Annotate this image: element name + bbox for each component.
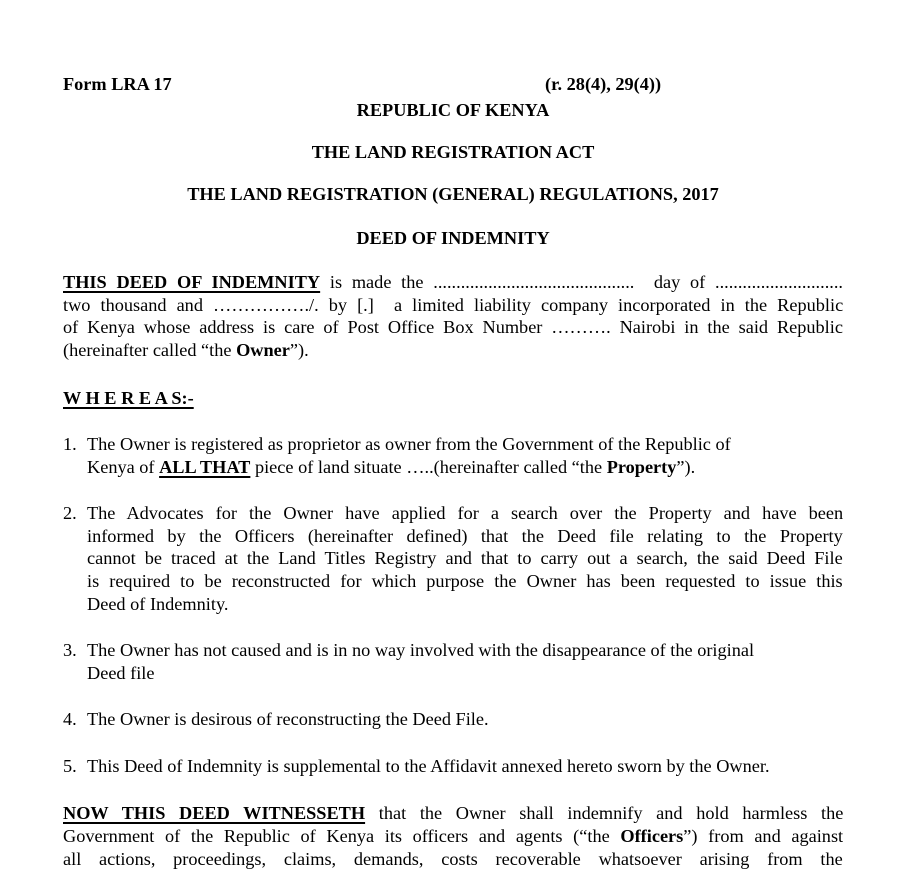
regulations-title: THE LAND REGISTRATION (GENERAL) REGULATIONS, 2017 [187, 183, 719, 204]
recital-number: 2. [63, 503, 77, 524]
text-segment: piece of land situate …..(hereinafter called “the [250, 456, 607, 477]
form-number: Form LRA 17 [63, 74, 172, 94]
act-title: THE LAND REGISTRATION ACT [311, 142, 595, 163]
text-segment: Owner [236, 339, 290, 360]
text-segment: informed by the Officers (hereinafter defined) that the Deed file relating to the Property [87, 525, 843, 546]
text-line [87, 755, 843, 778]
recital-text [87, 755, 843, 778]
text-line [87, 456, 843, 479]
recital-item-4 [63, 708, 843, 731]
recital-number: 4. [63, 709, 77, 730]
text-segment: ALL THAT [159, 456, 251, 477]
recital-number: 1. [63, 433, 77, 454]
text-segment: ”) from and against [683, 826, 844, 847]
text-segment: ”). [676, 456, 696, 477]
text-segment: The Owner is registered as proprietor as owner from the Government of the Republic of [87, 433, 731, 454]
text-segment: This Deed of Indemnity is supplemental to the Affidavit annexed hereto sworn by the Owner. [87, 755, 770, 776]
recital-item-1 [63, 433, 843, 478]
rule-reference: (r. 28(4), 29(4)) [545, 74, 662, 94]
text-segment: of Kenya whose address is care of Post Office Box Number ………. Nairobi in the said Republic [63, 317, 843, 338]
text-segment: day of [634, 271, 715, 292]
text-segment: Government of the Republic of Kenya its officers and agents (“the [63, 826, 621, 847]
text-line [63, 825, 843, 848]
text-line [63, 802, 843, 825]
text-line [87, 502, 843, 525]
text-segment: is made the [320, 271, 434, 292]
header-row [63, 73, 843, 96]
text-segment: ............................................ [433, 271, 635, 292]
text-segment: (hereinafter called “the [63, 339, 237, 360]
text-segment: is required to be reconstructed for which purpose the Owner has been requested to issue this [87, 570, 843, 591]
recital-text [87, 502, 843, 615]
recital-item-3 [63, 639, 843, 684]
text-line [87, 639, 843, 662]
witnesseth-paragraph [63, 802, 843, 870]
text-segment: Deed of Indemnity. [87, 593, 229, 614]
text-segment: THIS DEED OF INDEMNITY [63, 271, 321, 292]
text-segment: all actions, proceedings, claims, demands, costs recoverable whatsoever arising from the [63, 848, 843, 869]
deed-title: DEED OF INDEMNITY [356, 228, 550, 249]
text-segment: Kenya of [87, 456, 160, 477]
recital-number: 5. [63, 755, 77, 776]
recital-item-5 [63, 755, 843, 778]
text-line [87, 547, 843, 570]
recital-text [87, 708, 843, 731]
text-segment: Property [606, 456, 677, 477]
text-segment: Deed file [87, 662, 155, 683]
whereas-heading-text: W H E R E A S:- [63, 388, 194, 409]
document-content [63, 73, 843, 870]
text-segment: two thousand and ……………./. by [.] a limited liability company incorporated in the Republic [63, 294, 844, 315]
text-segment: NOW THIS DEED WITNESSETH [63, 803, 366, 824]
text-segment: ”). [289, 339, 309, 360]
text-line [63, 294, 843, 317]
text-segment: cannot be traced at the Land Titles Registry and that to carry out a search, the said Deed File [87, 548, 843, 569]
recital-text [87, 639, 843, 684]
opening-paragraph [63, 271, 843, 361]
text-line [87, 570, 843, 593]
republic-title: REPUBLIC OF KENYA [356, 99, 550, 120]
text-line [63, 339, 843, 362]
recital-item-2 [63, 502, 843, 615]
text-line [87, 525, 843, 548]
text-line [87, 433, 843, 456]
recital-text [87, 433, 843, 478]
text-segment: The Owner is desirous of reconstructing the Deed File. [87, 709, 489, 730]
text-line [63, 271, 843, 294]
text-segment: The Owner has not caused and is in no way involved with the disappearance of the original [87, 640, 755, 661]
text-segment: The Advocates for the Owner have applied for a search over the Property and have been [87, 503, 844, 524]
text-line [87, 593, 843, 616]
recital-number: 3. [63, 640, 77, 661]
text-line [87, 708, 843, 731]
text-segment: ............................ [715, 271, 843, 292]
text-line [63, 848, 843, 870]
text-line [63, 316, 843, 339]
text-segment: Officers [620, 826, 684, 847]
whereas-heading [63, 387, 843, 410]
recitals-list [63, 433, 843, 778]
text-segment: that the Owner shall indemnify and hold harmless the [365, 803, 844, 824]
text-line [87, 662, 843, 685]
